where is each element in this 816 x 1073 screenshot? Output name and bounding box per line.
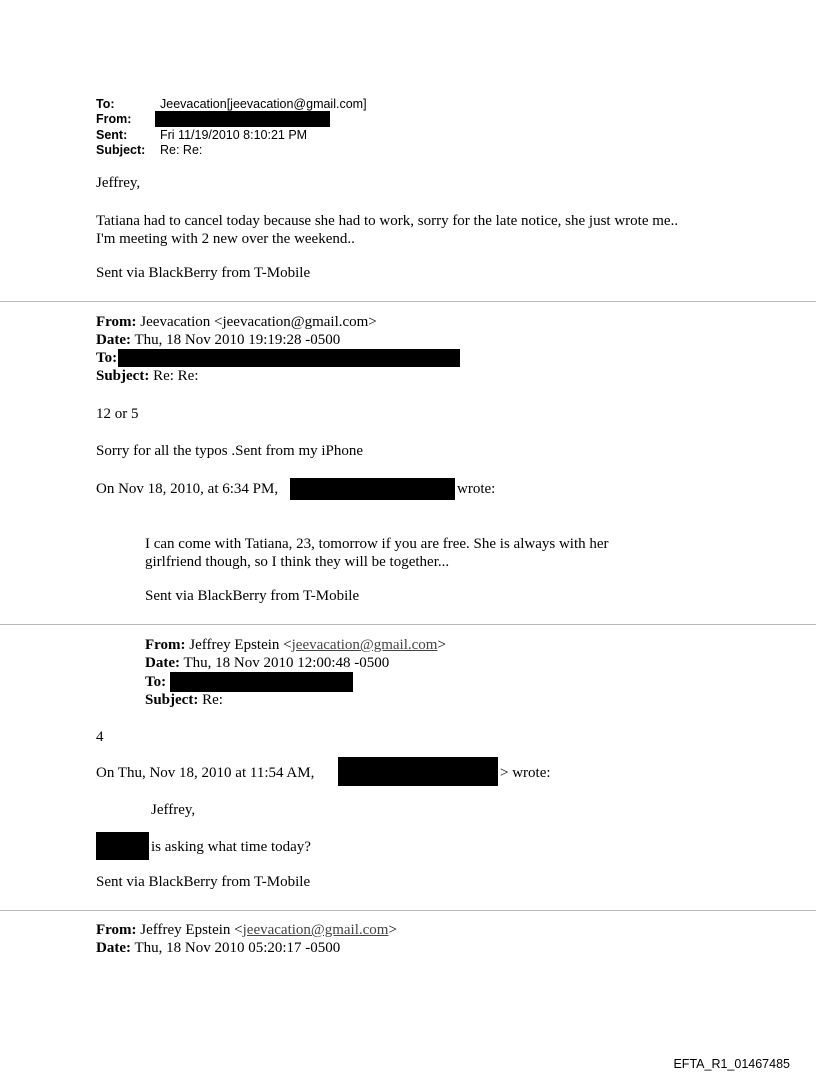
body-line: I'm meeting with 2 new over the weekend..: [96, 231, 355, 247]
on-wrote-prefix: On Nov 18, 2010, at 6:34 PM,: [96, 481, 279, 497]
subject-label: Subject:: [96, 368, 150, 384]
date-value: Thu, 18 Nov 2010 05:20:17 -0500: [134, 940, 341, 956]
from-label: From:: [145, 637, 186, 653]
date-label: Date:: [96, 332, 131, 348]
signature: Sent via BlackBerry from T-Mobile: [96, 265, 311, 281]
subject-label: Subject:: [96, 143, 146, 157]
date-label: Date:: [96, 940, 131, 956]
date-label: Date:: [145, 655, 180, 671]
date-value: Thu, 18 Nov 2010 19:19:28 -0500: [134, 332, 341, 348]
date-line: [96, 331, 340, 349]
email-link[interactable]: jeevacation@gmail.com: [291, 637, 438, 653]
from-line: [145, 636, 446, 654]
body-line: 4: [96, 729, 104, 745]
from-label: From:: [96, 922, 137, 938]
subject-value: Re:: [202, 692, 223, 708]
subject-line: [145, 691, 223, 709]
from-label: From:: [96, 314, 137, 330]
to-label: To:: [96, 350, 118, 366]
quote-line: I can come with Tatiana, 23, tomorrow if you are free. She is always with her: [145, 536, 609, 552]
from-value: Jeevacation <jeevacation@gmail.com>: [140, 314, 377, 330]
sent-label: Sent:: [96, 128, 128, 142]
from-line: [96, 313, 377, 331]
body-line: Tatiana had to cancel today because she had to work, sorry for the late notice, she just wrote me..: [96, 213, 679, 229]
to-value: Jeevacation[jeevacation@gmail.com]: [160, 97, 367, 111]
date-line: [96, 939, 340, 957]
email-link[interactable]: jeevacation@gmail.com: [242, 922, 389, 938]
on-wrote-suffix: wrote:: [457, 481, 496, 497]
document-id: EFTA_R1_01467485: [673, 1057, 790, 1071]
subject-line: [96, 367, 199, 385]
subject-label: Subject:: [145, 692, 199, 708]
signature: Sent via BlackBerry from T-Mobile: [145, 588, 360, 604]
to-label: To:: [96, 97, 115, 111]
body-line: is asking what time today?: [151, 839, 311, 855]
from-name: Jeffrey Epstein <: [140, 922, 243, 938]
divider: [0, 301, 816, 302]
on-wrote-prefix: On Thu, Nov 18, 2010 at 11:54 AM,: [96, 765, 315, 781]
from-label: From:: [96, 112, 132, 126]
redaction-bar: [118, 349, 460, 367]
signature: Sent via BlackBerry from T-Mobile: [96, 874, 311, 890]
redaction-bar: [96, 832, 149, 860]
from-end: >: [437, 637, 446, 653]
from-name: Jeffrey Epstein <: [189, 637, 292, 653]
body-line: Sorry for all the typos .Sent from my iPhone: [96, 443, 364, 459]
redaction-bar: [338, 757, 498, 786]
to-label: To:: [145, 674, 167, 690]
on-wrote-suffix: > wrote:: [500, 765, 551, 781]
greeting: Jeffrey,: [151, 802, 196, 818]
subject-value: Re: Re:: [160, 143, 203, 157]
date-line: [145, 654, 389, 672]
greeting: Jeffrey,: [96, 175, 141, 191]
divider: [0, 624, 816, 625]
redaction-bar: [170, 672, 353, 692]
from-line: [96, 921, 397, 939]
redaction-bar: [290, 478, 455, 500]
quote-line: girlfriend though, so I think they will be together...: [145, 554, 450, 570]
date-value: Thu, 18 Nov 2010 12:00:48 -0500: [183, 655, 390, 671]
body-line: 12 or 5: [96, 406, 139, 422]
from-end: >: [388, 922, 397, 938]
divider: [0, 910, 816, 911]
subject-value: Re: Re:: [153, 368, 199, 384]
redaction-bar: [155, 111, 330, 127]
sent-value: Fri 11/19/2010 8:10:21 PM: [160, 128, 308, 142]
